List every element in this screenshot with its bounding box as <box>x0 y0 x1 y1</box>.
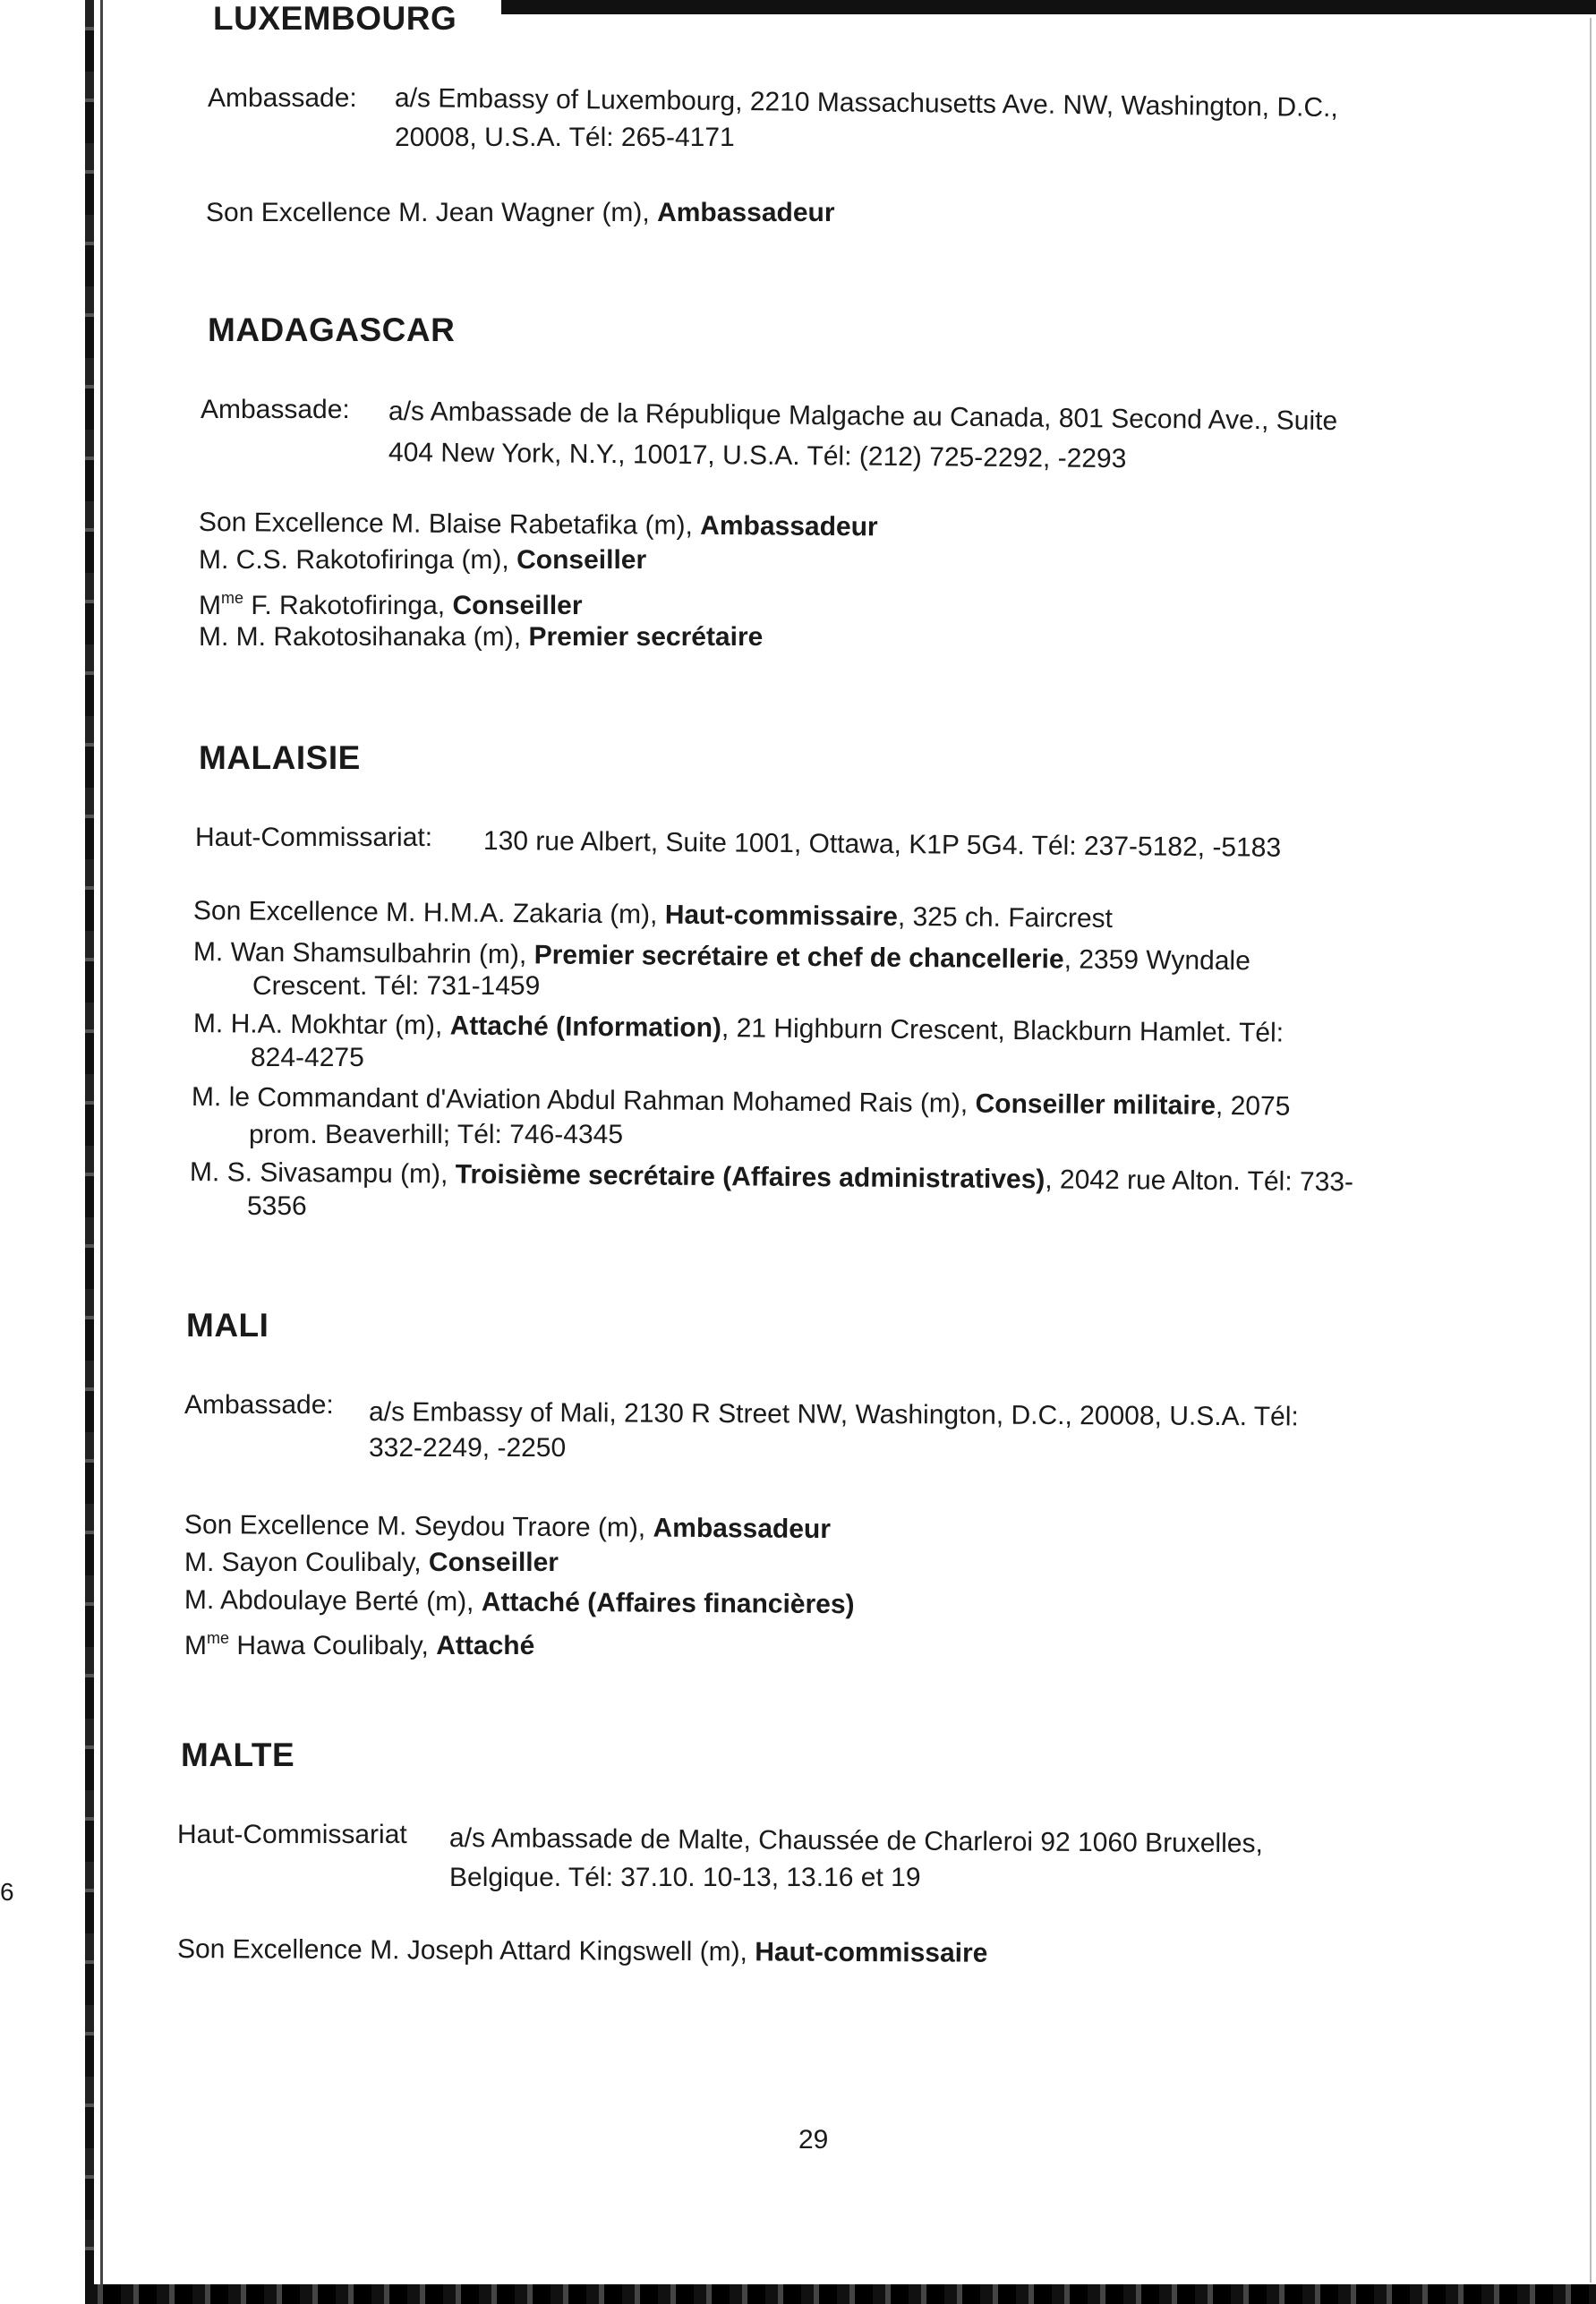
staff-name: F. Rakotofiringa, <box>243 591 446 620</box>
embassy-address: 130 rue Albert, Suite 1001, Ottawa, K1P 5G4. Tél: 237-5182, -5183 <box>482 826 1282 863</box>
staff-title: Conseiller <box>428 1548 559 1577</box>
embassy-address: a/s Embassy of Mali, 2130 R Street NW, Washington, D.C., 20008, U.S.A. Tél: <box>368 1397 1299 1432</box>
staff-details: , 2042 rue Alton. Tél: 733- <box>1045 1165 1354 1198</box>
staff-name: Son Excellence M. Jean Wagner (m), <box>206 198 650 227</box>
staff-name: M. S. Sivasampu (m), <box>189 1157 448 1190</box>
embassy-label: Ambassade: <box>201 395 350 424</box>
staff-entry <box>206 197 835 229</box>
staff-title: Conseiller militaire <box>975 1088 1216 1121</box>
staff-name: Hawa Coulibaly, <box>229 1631 429 1660</box>
staff-details: , 2359 Wyndale <box>1063 944 1250 977</box>
staff-details-cont: 5356 <box>247 1191 307 1221</box>
staff-title: Attaché (Affaires financières) <box>481 1587 855 1620</box>
staff-name: M. C.S. Rakotofiringa (m), <box>199 545 509 575</box>
embassy-label: Ambassade: <box>208 83 357 113</box>
staff-title: Ambassadeur <box>657 198 835 227</box>
staff-details: , 2075 <box>1215 1090 1291 1122</box>
staff-name: M. M. Rakotosihanaka (m), <box>199 622 522 652</box>
embassy-label: Haut-Commissariat: <box>195 823 433 852</box>
staff-title: Conseiller <box>452 591 583 620</box>
staff-title: Haut-commissaire <box>755 1937 988 1968</box>
staff-entry <box>184 1622 534 1662</box>
staff-entry <box>199 507 878 543</box>
staff-entry <box>192 1081 1291 1123</box>
country-heading: MALI <box>186 1307 269 1344</box>
embassy-address-cont: 20008, U.S.A. Tél: 265-4171 <box>395 123 735 152</box>
staff-name: M. Wan Shamsulbahrin (m), <box>192 937 527 970</box>
staff-name: Son Excellence M. Blaise Rabetafika (m), <box>198 508 694 541</box>
staff-entry <box>184 1509 831 1546</box>
staff-title: Troisième secrétaire (Affaires administratives) <box>455 1159 1046 1195</box>
staff-entry <box>177 1933 988 1970</box>
staff-name: M. le Commandant d'Aviation Abdul Rahman Mohamed Rais (m), <box>191 1082 969 1119</box>
page-number: 29 <box>798 2125 829 2155</box>
embassy-address: a/s Embassy of Luxembourg, 2210 Massachusetts Ave. NW, Washington, D.C., <box>394 83 1338 124</box>
embassy-address-cont: 332-2249, -2250 <box>369 1433 567 1463</box>
staff-details: , 21 Highburn Crescent, Blackburn Hamlet. Tél: <box>721 1013 1284 1048</box>
staff-title: Premier secrétaire <box>528 622 764 652</box>
embassy-address: a/s Ambassade de Malte, Chaussée de Charleroi 92 1060 Bruxelles, <box>448 1823 1263 1859</box>
staff-entry <box>199 544 646 576</box>
staff-prefix: M <box>184 1631 207 1660</box>
staff-entry <box>199 582 583 622</box>
staff-title: Attaché <box>436 1631 535 1660</box>
staff-entry <box>184 1547 559 1579</box>
staff-name: Son Excellence M. Joseph Attard Kingswell (m), <box>176 1934 748 1967</box>
staff-entry <box>199 621 763 653</box>
staff-name: M. H.A. Mokhtar (m), <box>192 1009 443 1041</box>
embassy-address-cont: 404 New York, N.Y., 10017, U.S.A. Tél: (212) 725-2292, -2293 <box>388 438 1127 474</box>
staff-name: M. Abdoulaye Berté (m), <box>183 1585 474 1617</box>
staff-entry <box>184 1584 855 1621</box>
staff-details-cont: Crescent. Tél: 731-1459 <box>252 971 541 1001</box>
staff-title: Ambassadeur <box>700 510 878 542</box>
staff-prefix-sup: me <box>207 1629 230 1647</box>
embassy-label: Ambassade: <box>184 1390 334 1420</box>
staff-entry <box>190 1156 1353 1199</box>
embassy-address-cont: Belgique. Tél: 37.10. 10-13, 13.16 et 19 <box>449 1863 921 1892</box>
staff-prefix: M <box>199 591 221 620</box>
embassy-address: a/s Ambassade de la République Malgache au Canada, 801 Second Ave., Suite <box>388 397 1338 437</box>
country-heading: MALAISIE <box>199 739 361 776</box>
staff-details-cont: prom. Beaverhill; Tél: 746-4345 <box>249 1120 624 1149</box>
staff-name: M. Sayon Coulibaly, <box>184 1548 422 1577</box>
country-heading: MADAGASCAR <box>208 311 456 348</box>
embassy-label: Haut-Commissariat <box>177 1820 407 1849</box>
staff-title: Attaché (Information) <box>449 1011 722 1044</box>
staff-name: Son Excellence M. Seydou Traore (m), <box>183 1510 646 1543</box>
staff-details: , 325 ch. Faircrest <box>897 901 1114 934</box>
staff-entry <box>193 895 1113 935</box>
staff-title: Ambassadeur <box>653 1513 832 1545</box>
staff-title: Premier secrétaire et chef de chancellerie <box>533 940 1064 975</box>
country-heading: LUXEMBOURG <box>213 0 457 37</box>
country-heading: MALTE <box>181 1737 295 1773</box>
staff-name: Son Excellence M. H.M.A. Zakaria (m), <box>192 896 658 930</box>
margin-page-number: 6 <box>0 1878 14 1906</box>
staff-title: Haut-commissaire <box>664 900 899 932</box>
staff-prefix-sup: me <box>221 589 244 607</box>
staff-title: Conseiller <box>516 545 647 575</box>
staff-details-cont: 824-4275 <box>251 1043 364 1072</box>
